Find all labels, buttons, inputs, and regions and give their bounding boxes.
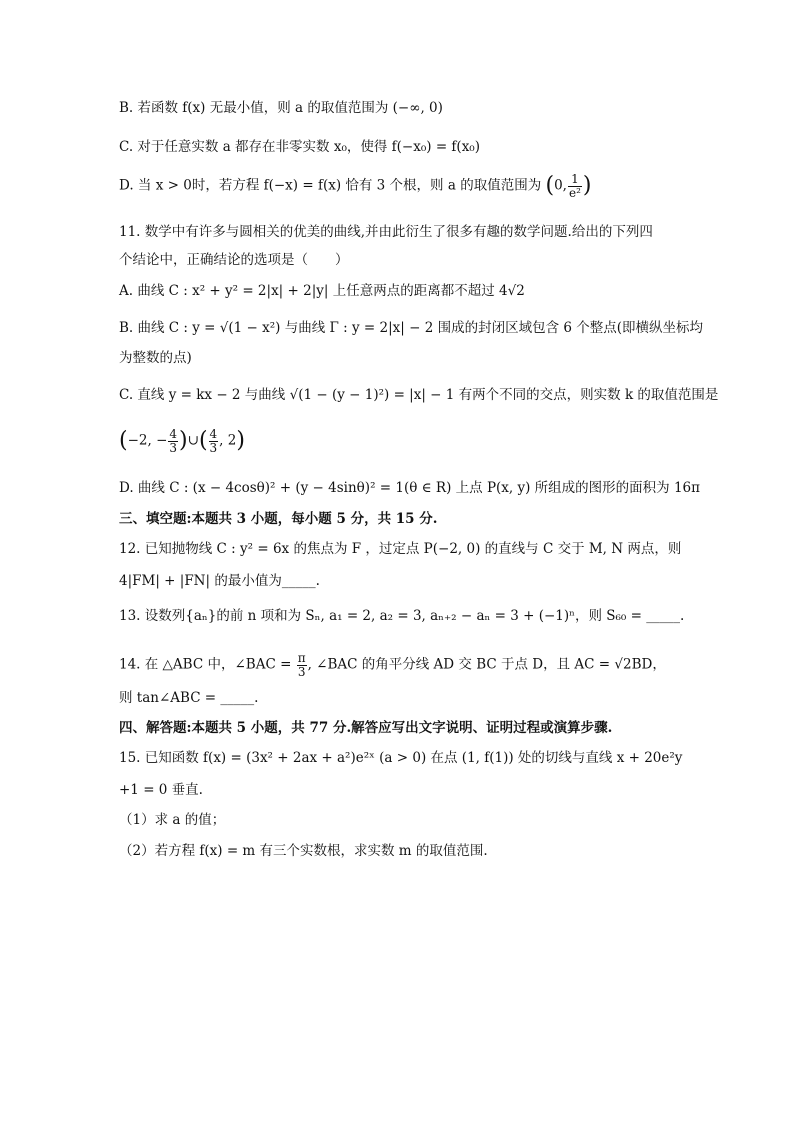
option-d-line: [119, 173, 734, 199]
question-11-option-c-line-1: C. 直线 y = kx − 2 与曲线 √(1 − (y − 1)²) = |x| − 1 有两个不同的交点，则实数 k 的取值范围是: [119, 387, 719, 403]
fraction-4-3: [168, 428, 178, 454]
question-15-part-2: （2）若方程 f(x) = m 有三个实数根，求实数 m 的取值范围.: [119, 843, 488, 859]
paren-open: (: [198, 428, 208, 454]
question-11-option-d: D. 曲线 C : (x − 4cosθ)² + (y − 4sinθ)² = 1(θ ∈ R) 上点 P(x, y) 所组成的图形的面积为 16π: [119, 480, 701, 496]
question-11-line-1: 11. 数学中有许多与圆相关的优美的曲线,并由此衍生了很多有趣的数学问题.给出的下列四: [119, 224, 653, 240]
interval-close-paren: ): [582, 173, 592, 199]
interval-left: 0,: [554, 177, 567, 194]
question-11-option-c-line-2: [119, 428, 734, 454]
section-3-heading: 三、填空题:本题共 3 小题，每小题 5 分，共 15 分.: [119, 511, 438, 527]
question-14-text-end: , ∠BAC 的角平分线 AD 交 BC 于点 D，且 AC = √2BD，: [307, 656, 666, 673]
question-11-option-b-line-2: 为整数的点): [119, 350, 192, 366]
fraction-denominator: 3: [209, 440, 218, 455]
option-b-line: B. 若函数 f(x) 无最小值，则 a 的取值范围为 (−∞, 0): [119, 100, 443, 116]
question-13: 13. 设数列{aₙ}的前 n 项和为 Sₙ, a₁ = 2, a₂ = 3, aₙ₊₂ − aₙ = 3 + (−1)ⁿ，则 S₆₀ = _____.: [119, 608, 685, 624]
option-c-line: C. 对于任意实数 a 都存在非零实数 x₀，使得 f(−x₀) = f(x₀): [119, 139, 480, 155]
fraction-denominator: e²: [568, 185, 581, 200]
question-11-option-a: A. 曲线 C : x² + y² = 2|x| + 2|y| 上任意两点的距离都不超过 4√2: [119, 283, 525, 299]
question-12-line-1: 12. 已知抛物线 C : y² = 6x 的焦点为 F ，过定点 P(−2, 0) 的直线与 C 交于 M, N 两点，则: [119, 541, 682, 557]
fraction-numerator: 4: [169, 427, 178, 441]
paren-open: (: [119, 428, 128, 454]
question-15-part-1: （1）求 a 的值；: [119, 812, 226, 828]
question-15-line-1: 15. 已知函数 f(x) = (3x² + 2ax + a²)e²ˣ (a > 0) 在点 (1, f(1)) 处的切线与直线 x + 20e²y: [119, 750, 683, 766]
option-d-text: D. 当 x > 0时，若方程 f(−x) = f(x) 恰有 3 个根，则 a 的取值范围为: [119, 177, 542, 194]
question-14-line-2: 则 tan∠ABC = _____.: [119, 690, 259, 706]
fraction-1-over-e2: [568, 173, 582, 199]
question-11-option-b-line-1: B. 曲线 C : y = √(1 − x²) 与曲线 Γ : y = 2|x| − 2 围成的封闭区域包含 6 个整点(即横纵坐标均: [119, 320, 704, 336]
question-12-line-2: 4|FM| + |FN| 的最小值为_____.: [119, 573, 320, 589]
interval-2-end: , 2: [219, 432, 237, 449]
fraction-numerator: π: [297, 651, 306, 665]
question-14-line-1: [119, 652, 734, 678]
interval-1-start: −2, −: [127, 432, 168, 449]
question-11-line-2: 个结论中，正确结论的选项是（ ）: [119, 252, 349, 268]
fraction-4-3: [209, 428, 219, 454]
fraction-denominator: 3: [169, 440, 178, 455]
section-4-heading: 四、解答题:本题共 5 小题，共 77 分.解答应写出文字说明、证明过程或演算步骤.: [119, 720, 613, 736]
fraction-numerator: 4: [209, 427, 218, 441]
question-14-text-start: 14. 在 △ABC 中，∠BAC =: [119, 656, 292, 673]
paren-close: ): [179, 428, 188, 454]
interval-open-paren: (: [545, 173, 555, 199]
fraction-pi-over-3: [297, 652, 307, 678]
fraction-numerator: 1: [568, 173, 582, 187]
fraction-denominator: 3: [297, 664, 306, 679]
paren-close: ): [236, 428, 245, 454]
union-symbol: ∪: [187, 432, 199, 449]
question-15-line-2: +1 = 0 垂直.: [119, 782, 203, 798]
